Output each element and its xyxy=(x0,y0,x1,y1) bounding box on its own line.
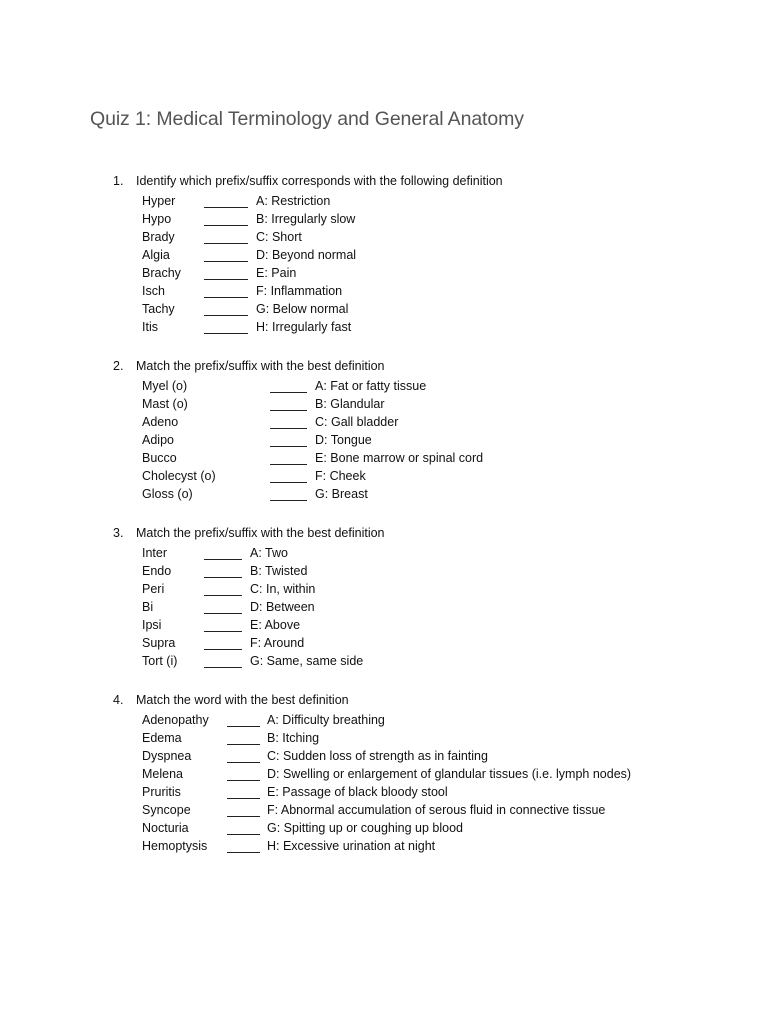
term-label: Hypo xyxy=(142,212,172,226)
answer-blank[interactable] xyxy=(204,649,242,650)
matching-row xyxy=(0,485,770,503)
definition-option: B: Glandular xyxy=(315,397,385,411)
term-label: Gloss (o) xyxy=(142,487,193,501)
question-prompt: Match the word with the best definition xyxy=(136,693,349,707)
answer-blank[interactable] xyxy=(204,613,242,614)
question-prompt: Match the prefix/suffix with the best definition xyxy=(136,359,385,373)
definition-option: C: Sudden loss of strength as in fainting xyxy=(267,749,488,763)
answer-blank[interactable] xyxy=(204,315,248,316)
definition-option: D: Swelling or enlargement of glandular tissues (i.e. lymph nodes) xyxy=(267,767,632,781)
term-label: Endo xyxy=(142,564,172,578)
answer-blank[interactable] xyxy=(227,726,260,727)
matching-row xyxy=(0,228,770,246)
term-label: Peri xyxy=(142,582,165,596)
answer-blank[interactable] xyxy=(204,333,248,334)
term-label: Adenopathy xyxy=(142,713,209,727)
definition-option: E: Bone marrow or spinal cord xyxy=(315,451,484,465)
answer-blank[interactable] xyxy=(204,279,248,280)
answer-blank[interactable] xyxy=(204,243,248,244)
answer-blank[interactable] xyxy=(227,816,260,817)
matching-row xyxy=(0,395,770,413)
answer-blank[interactable] xyxy=(204,207,248,208)
question-number: 4. xyxy=(113,693,124,707)
answer-blank[interactable] xyxy=(204,297,248,298)
matching-row xyxy=(0,783,770,801)
matching-row xyxy=(0,747,770,765)
term-label: Syncope xyxy=(142,803,191,817)
definition-option: E: Passage of black bloody stool xyxy=(267,785,448,799)
matching-row xyxy=(0,711,770,729)
matching-row xyxy=(0,318,770,336)
answer-blank[interactable] xyxy=(204,595,242,596)
matching-row xyxy=(0,246,770,264)
definition-option: E: Pain xyxy=(256,266,297,280)
answer-blank[interactable] xyxy=(227,762,260,763)
matching-row xyxy=(0,580,770,598)
definition-option: G: Breast xyxy=(315,487,368,501)
answer-blank[interactable] xyxy=(270,500,307,501)
term-label: Mast (o) xyxy=(142,397,188,411)
term-label: Brachy xyxy=(142,266,181,280)
term-label: Hyper xyxy=(142,194,176,208)
matching-row xyxy=(0,449,770,467)
matching-row xyxy=(0,377,770,395)
term-label: Pruritis xyxy=(142,785,181,799)
term-label: Nocturia xyxy=(142,821,189,835)
question-number: 3. xyxy=(113,526,124,540)
matching-row xyxy=(0,544,770,562)
answer-blank[interactable] xyxy=(227,852,260,853)
question-prompt: Identify which prefix/suffix corresponds with the following definition xyxy=(136,174,503,188)
matching-row xyxy=(0,431,770,449)
matching-row xyxy=(0,192,770,210)
term-label: Adeno xyxy=(142,415,179,429)
answer-blank[interactable] xyxy=(270,392,307,393)
term-label: Ipsi xyxy=(142,618,162,632)
answer-blank[interactable] xyxy=(204,577,242,578)
answer-blank[interactable] xyxy=(204,631,242,632)
definition-option: H: Irregularly fast xyxy=(256,320,352,334)
matching-row xyxy=(0,264,770,282)
question-number: 2. xyxy=(113,359,124,373)
definition-option: B: Irregularly slow xyxy=(256,212,356,226)
term-label: Tachy xyxy=(142,302,175,316)
term-label: Supra xyxy=(142,636,176,650)
answer-blank[interactable] xyxy=(227,780,260,781)
term-label: Bucco xyxy=(142,451,177,465)
matching-row xyxy=(0,413,770,431)
term-label: Hemoptysis xyxy=(142,839,208,853)
answer-blank[interactable] xyxy=(227,834,260,835)
answer-blank[interactable] xyxy=(204,261,248,262)
term-label: Itis xyxy=(142,320,158,334)
term-label: Dyspnea xyxy=(142,749,192,763)
definition-option: F: Cheek xyxy=(315,469,366,483)
term-label: Brady xyxy=(142,230,175,244)
definition-option: G: Same, same side xyxy=(250,654,364,668)
question-prompt: Match the prefix/suffix with the best definition xyxy=(136,526,385,540)
answer-blank[interactable] xyxy=(270,464,307,465)
question-number: 1. xyxy=(113,174,124,188)
matching-row xyxy=(0,801,770,819)
matching-row xyxy=(0,652,770,670)
definition-option: G: Spitting up or coughing up blood xyxy=(267,821,463,835)
answer-blank[interactable] xyxy=(227,744,260,745)
answer-blank[interactable] xyxy=(227,798,260,799)
term-label: Myel (o) xyxy=(142,379,188,393)
matching-row xyxy=(0,634,770,652)
definition-option: C: Gall bladder xyxy=(315,415,399,429)
term-label: Adipo xyxy=(142,433,174,447)
definition-option: H: Excessive urination at night xyxy=(267,839,436,853)
answer-blank[interactable] xyxy=(270,428,307,429)
matching-row xyxy=(0,837,770,855)
definition-option: F: Inflammation xyxy=(256,284,343,298)
definition-option: B: Twisted xyxy=(250,564,308,578)
matching-row xyxy=(0,819,770,837)
definition-option: D: Tongue xyxy=(315,433,372,447)
definition-option: A: Restriction xyxy=(256,194,331,208)
definition-option: A: Fat or fatty tissue xyxy=(315,379,427,393)
matching-row xyxy=(0,729,770,747)
definition-option: C: Short xyxy=(256,230,302,244)
definition-option: A: Difficulty breathing xyxy=(267,713,385,727)
definition-option: G: Below normal xyxy=(256,302,349,316)
matching-row xyxy=(0,300,770,318)
definition-option: F: Abnormal accumulation of serous fluid in connective tissue xyxy=(267,803,606,817)
term-label: Bi xyxy=(142,600,154,614)
answer-blank[interactable] xyxy=(204,559,242,560)
definition-option: D: Between xyxy=(250,600,315,614)
term-label: Isch xyxy=(142,284,165,298)
matching-row xyxy=(0,616,770,634)
answer-blank[interactable] xyxy=(270,410,307,411)
answer-blank[interactable] xyxy=(270,482,307,483)
matching-row xyxy=(0,765,770,783)
matching-row xyxy=(0,282,770,300)
matching-row xyxy=(0,210,770,228)
term-label: Edema xyxy=(142,731,182,745)
term-label: Melena xyxy=(142,767,183,781)
definition-option: F: Around xyxy=(250,636,305,650)
matching-row xyxy=(0,467,770,485)
term-label: Inter xyxy=(142,546,168,560)
definition-option: E: Above xyxy=(250,618,301,632)
page-title: Quiz 1: Medical Terminology and General Anatomy xyxy=(90,108,524,130)
answer-blank[interactable] xyxy=(204,225,248,226)
term-label: Cholecyst (o) xyxy=(142,469,216,483)
definition-option: A: Two xyxy=(250,546,288,560)
definition-option: D: Beyond normal xyxy=(256,248,357,262)
answer-blank[interactable] xyxy=(270,446,307,447)
matching-row xyxy=(0,562,770,580)
definition-option: C: In, within xyxy=(250,582,316,596)
matching-row xyxy=(0,598,770,616)
definition-option: B: Itching xyxy=(267,731,320,745)
term-label: Tort (i) xyxy=(142,654,178,668)
term-label: Algia xyxy=(142,248,170,262)
answer-blank[interactable] xyxy=(204,667,242,668)
